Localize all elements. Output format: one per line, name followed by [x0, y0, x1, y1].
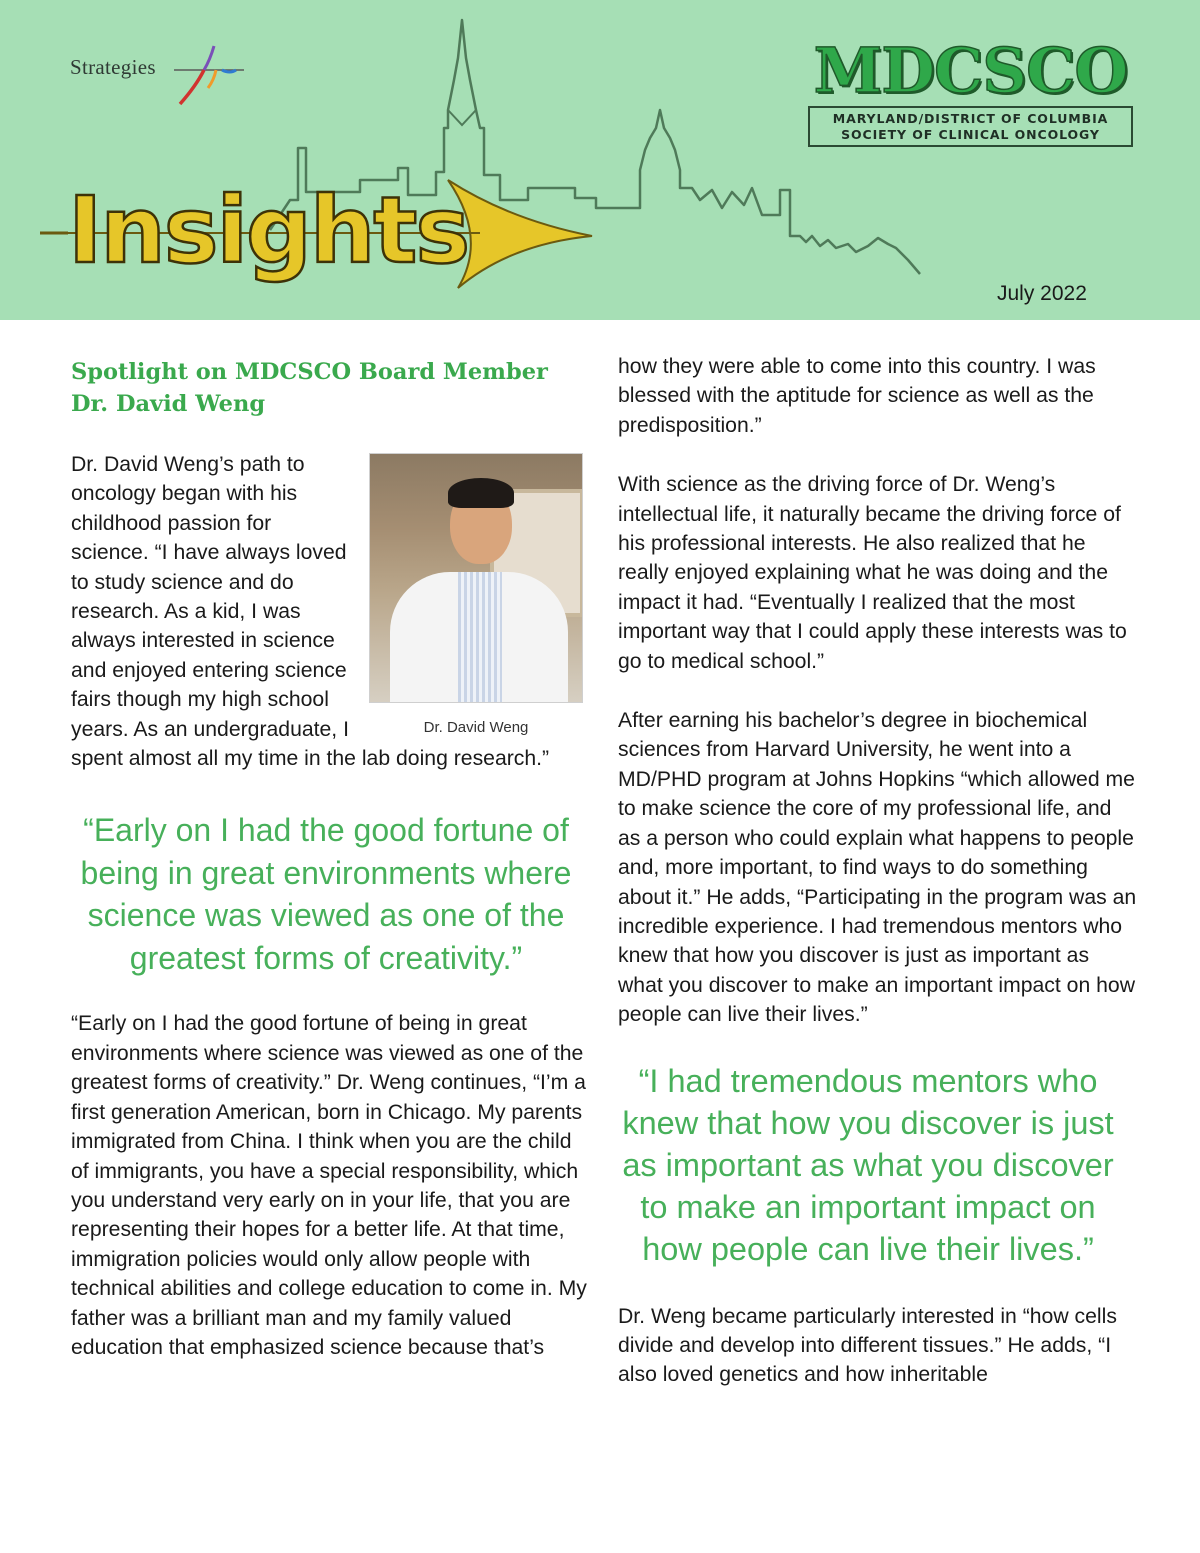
body-paragraph: With science as the driving force of Dr. Weng’s intellectual life, it naturally became the driving force of his professional interests. He also realized that he really enjoyed explaining what he was doing and the impact it had. “Eventually I realized that the most important way that I could apply these interests was to go to medical school.”: [618, 473, 1127, 673]
pull-quote: “Early on I had the good fortune of being in great environments where science was viewed as one of the greatest forms of creativity.”: [80, 812, 572, 976]
org-name-line-2: SOCIETY OF CLINICAL ONCOLOGY: [841, 127, 1100, 142]
body-paragraph: “Early on I had the good fortune of being in great environments where science was viewed as one of the greatest forms of creativity.” Dr. Weng continues, “I’m a first generation American, born in Chicago. My parents immigrated from China. I think when you are the child of immigrants, you have a special responsibility, which you understand very early on in your life, that you are representing their hopes for a better life. At that time, immigration policies would only allow people with technical abilities and college education to come in. My father was a brilliant man and my family valued education that emphasized science because that’s: [71, 1012, 587, 1359]
strategies-logo-text: Strategies: [70, 55, 156, 79]
org-name-line-1: MARYLAND/DISTRICT OF COLUMBIA: [832, 111, 1109, 126]
pull-quote: “I had tremendous mentors who knew that how you discover is just as important as what you discover to make an important impact on how people can live their lives.”: [622, 1062, 1114, 1267]
right-column: [618, 352, 1138, 1390]
body-paragraph: Dr. Weng became particularly interested in “how cells divide and develop into different tissues.” He adds, “I also loved genetics and how inheritable: [618, 1304, 1117, 1387]
org-full-name: [808, 106, 1133, 147]
body-paragraph-continued: how they were able to come into this country. I was blessed with the aptitude for science as well as the predisposition.”: [618, 355, 1096, 437]
strategies-arrow-icon: [170, 40, 250, 110]
article-headline: Spotlight on MDCSCO Board Member Dr. David Weng: [71, 359, 548, 417]
mdcsco-logo: [808, 34, 1133, 147]
body-paragraph: After earning his bachelor’s degree in biochemical sciences from Harvard University, he went into a MD/PHD program at Johns Hopkins “which allowed me to make science the core of my professional life, and as a person who could explain what happens to people and, more important, to find ways to do something about it.” He adds, “Participating in the program was an incredible experience. I had tremendous mentors who knew that how you discover is just as important as what you discover to make an important impact on how people can live their lives.”: [618, 709, 1137, 1027]
insights-wordmark: Insights: [68, 177, 469, 284]
intro-paragraph: Dr. David Weng’s path to oncology began with his childhood passion for science. “I have always loved to study science and do research. As a kid, I was always interested in science and enjoyed entering science fairs though my high school years. As an undergraduate, I spent almost all my time in the lab doing research.”: [71, 453, 550, 771]
intro-section: [71, 450, 591, 773]
issue-date: July 2022: [997, 282, 1087, 305]
photo-figure: [369, 453, 583, 736]
newsletter-header: [0, 0, 1200, 320]
insights-logo: [40, 160, 600, 300]
left-column: [71, 340, 591, 1362]
portrait-photo: [369, 453, 583, 703]
org-acronym: MDCSCO: [813, 34, 1128, 107]
photo-caption: Dr. David Weng: [423, 719, 529, 736]
